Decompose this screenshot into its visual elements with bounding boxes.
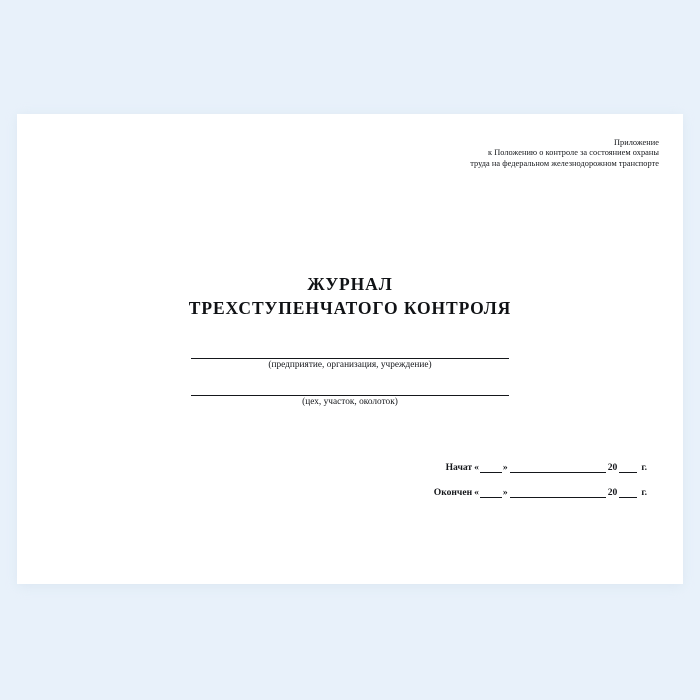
date-started-label: Начат: [445, 462, 473, 473]
header-note: [470, 138, 659, 169]
date-started-month-input[interactable]: [510, 464, 606, 473]
date-row-finished: [434, 487, 647, 498]
date-started-day-input[interactable]: [480, 464, 502, 473]
page-title-line-1: ЖУРНАЛ: [307, 274, 393, 294]
date-row-started: [434, 462, 647, 473]
date-fields: [434, 462, 647, 512]
header-note-line-2: к Положению о контроле за состоянием охраны: [488, 148, 659, 158]
date-started-quote-open: «: [474, 462, 479, 473]
date-finished-month-input[interactable]: [510, 489, 606, 498]
document-page: [17, 114, 683, 584]
date-finished-year-input[interactable]: [619, 489, 637, 498]
organization-caption: (предприятие, организация, учреждение): [268, 360, 432, 370]
date-finished-year-suffix: г.: [641, 487, 647, 498]
department-input[interactable]: [191, 386, 509, 396]
fill-field-organization: [17, 349, 683, 370]
header-note-line-1: Приложение: [613, 138, 659, 147]
date-finished-year-prefix: 20: [607, 487, 618, 498]
date-finished-day-input[interactable]: [480, 489, 502, 498]
date-started-quote-close: »: [502, 462, 508, 473]
date-started-year-input[interactable]: [619, 464, 637, 473]
page-title: [17, 272, 683, 320]
date-finished-quote-open: «: [474, 487, 479, 498]
fill-in-fields: [17, 349, 683, 423]
fill-field-department: [17, 386, 683, 407]
date-started-year-suffix: г.: [641, 462, 647, 473]
department-caption: (цех, участок, околоток): [302, 397, 398, 407]
date-started-year-prefix: 20: [607, 462, 618, 473]
organization-input[interactable]: [191, 349, 509, 359]
date-finished-quote-close: »: [502, 487, 508, 498]
date-finished-label: Окончен: [433, 487, 473, 498]
page-title-line-2: ТРЕХСТУПЕНЧАТОГО КОНТРОЛЯ: [188, 298, 512, 318]
header-note-line-3: труда на федеральном железнодорожном транспорте: [470, 158, 659, 168]
